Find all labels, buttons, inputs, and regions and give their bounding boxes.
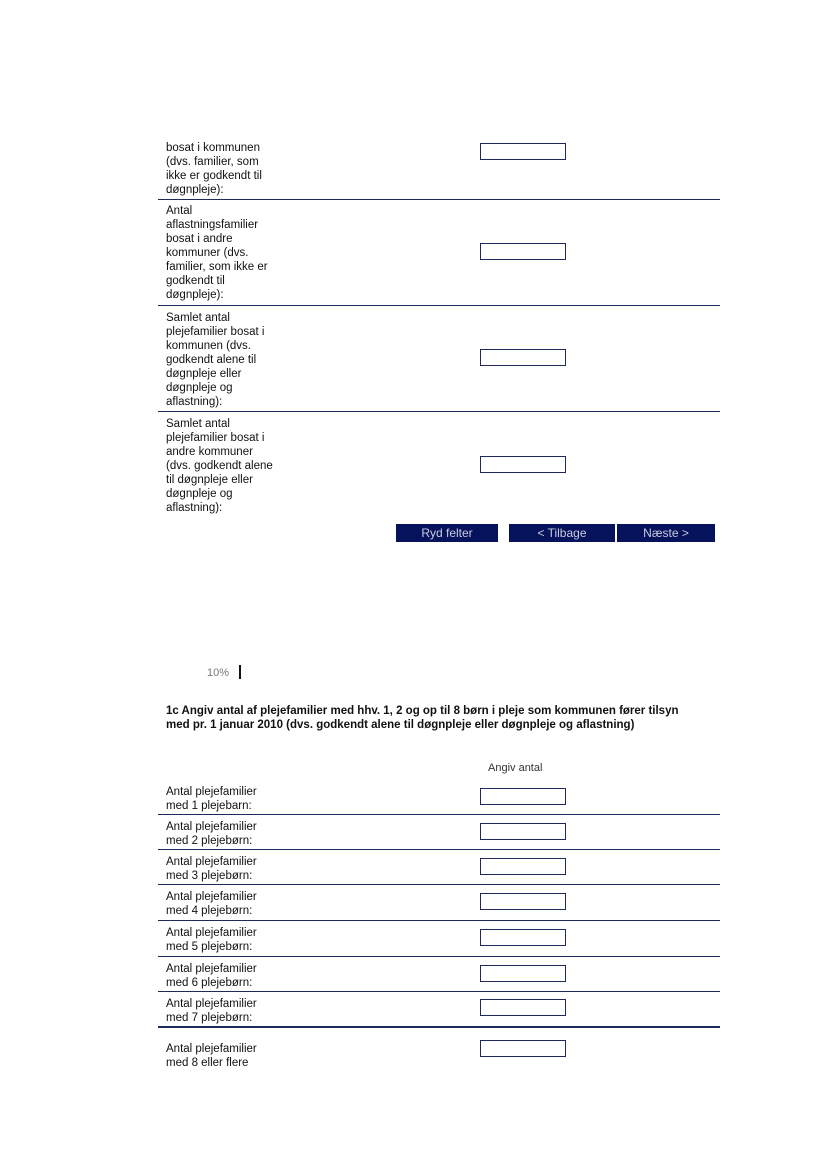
- count-input[interactable]: [480, 788, 566, 805]
- row-label: Antal plejefamilier med 7 plejebørn:: [166, 998, 257, 1024]
- count-input[interactable]: [480, 858, 566, 875]
- count-input[interactable]: [480, 143, 566, 160]
- row-label: Antal plejefamilier med 3 plejebørn:: [166, 856, 257, 882]
- table-row: [158, 815, 720, 850]
- row-label: Antal plejefamilier med 1 plejebarn:: [166, 786, 257, 812]
- back-button[interactable]: < Tilbage: [509, 524, 615, 542]
- count-input[interactable]: [480, 823, 566, 840]
- row-label: Antal plejefamilier med 5 plejebørn:: [166, 927, 257, 953]
- section-2-table: [158, 780, 720, 1076]
- count-input[interactable]: [480, 243, 566, 260]
- count-input[interactable]: [480, 999, 566, 1016]
- count-input[interactable]: [480, 965, 566, 982]
- table-row: [158, 1028, 720, 1076]
- count-input[interactable]: [480, 349, 566, 366]
- table-row: [158, 885, 720, 921]
- clear-fields-button[interactable]: Ryd felter: [396, 524, 498, 542]
- table-row: [158, 957, 720, 992]
- table-row: [158, 306, 720, 412]
- row-label: Antal aflastningsfamilier bosat i andre kommuner (dvs. familier, som ikke er godkendt til døgnpleje):: [166, 205, 268, 301]
- count-input[interactable]: [480, 929, 566, 946]
- table-row: [158, 850, 720, 885]
- row-label: Antal plejefamilier med 6 plejebørn:: [166, 963, 257, 989]
- count-input[interactable]: [480, 893, 566, 910]
- count-input[interactable]: [480, 1040, 566, 1057]
- next-button[interactable]: Næste >: [617, 524, 715, 542]
- column-header: Angiv antal: [488, 762, 543, 774]
- row-label: Antal plejefamilier med 2 plejebørn:: [166, 821, 257, 847]
- table-row: [158, 138, 720, 200]
- table-row: [158, 921, 720, 957]
- table-row: [158, 992, 720, 1028]
- row-label: Antal plejefamilier med 4 plejebørn:: [166, 891, 257, 917]
- progress-marker: [239, 665, 241, 679]
- section-1-table: [158, 138, 720, 522]
- table-row: [158, 780, 720, 815]
- count-input[interactable]: [480, 456, 566, 473]
- table-row: [158, 200, 720, 306]
- table-row: [158, 412, 720, 522]
- progress-percent: 10%: [207, 667, 230, 679]
- question-heading: 1c Angiv antal af plejefamilier med hhv. 1, 2 og op til 8 børn i pleje som kommunen fører tilsyn med pr. 1 januar 2010 (dvs. godkendt alene til døgnpleje eller døgnpleje og aflastning): [166, 705, 679, 731]
- row-label: bosat i kommunen (dvs. familier, som ikke er godkendt til døgnpleje):: [166, 142, 262, 196]
- row-label: Samlet antal plejefamilier bosat i andre kommuner (dvs. godkendt alene til døgnpleje eller døgnpleje og aflastning):: [166, 418, 273, 514]
- row-label: Antal plejefamilier med 8 eller flere: [166, 1043, 257, 1069]
- row-label: Samlet antal plejefamilier bosat i kommunen (dvs. godkendt alene til døgnpleje eller døgnpleje og aflastning):: [166, 312, 265, 408]
